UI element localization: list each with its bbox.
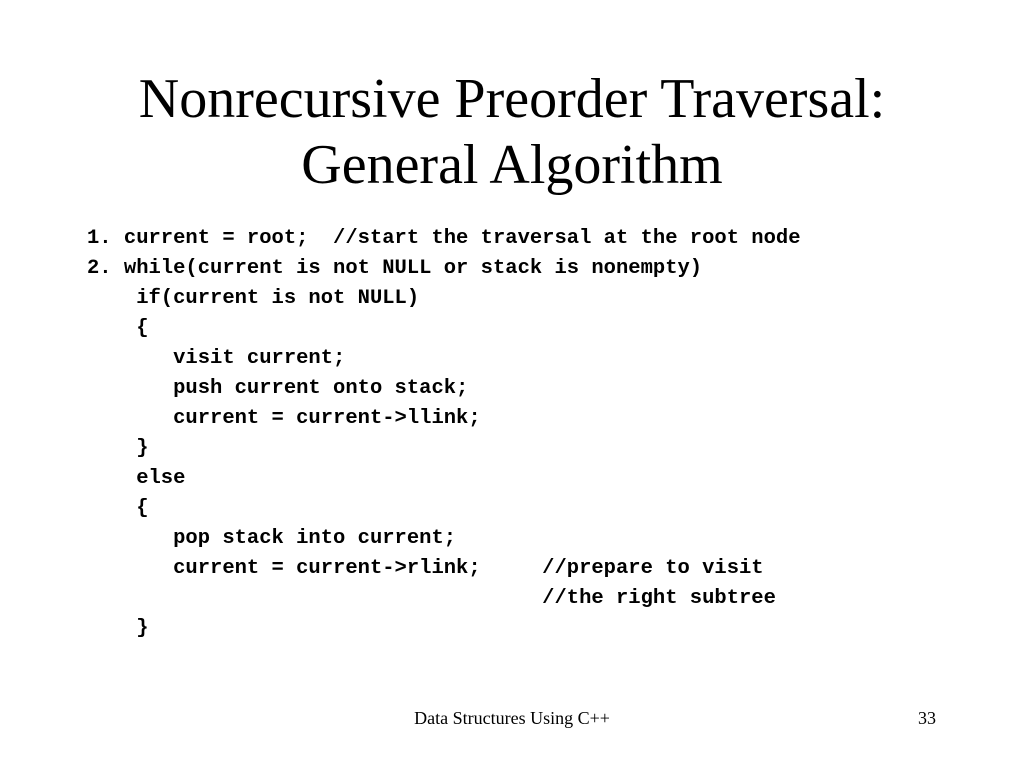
code-line: visit current; (87, 347, 346, 370)
code-line: pop stack into current; (87, 527, 457, 550)
code-line: else (87, 467, 186, 490)
code-line: //the right subtree (87, 587, 776, 610)
code-line: current = current->rlink; //prepare to visit (87, 557, 764, 580)
code-line: { (87, 317, 149, 340)
code-line: push current onto stack; (87, 377, 469, 400)
code-line: } (87, 437, 149, 460)
slide-title-line: General Algorithm (301, 134, 723, 196)
code-line: 2. while(current is not NULL or stack is nonempty) (87, 257, 703, 280)
slide-title (0, 66, 1024, 198)
code-line: 1. current = root; //start the traversal at the root node (87, 227, 801, 250)
algorithm-code-block (87, 224, 801, 644)
code-line: { (87, 497, 149, 520)
page-number: 33 (918, 708, 936, 728)
footer-text: Data Structures Using C++ (414, 708, 610, 728)
slide-title-line: Nonrecursive Preorder Traversal: (138, 68, 886, 130)
code-line: current = current->llink; (87, 407, 481, 430)
code-line: } (87, 617, 149, 640)
code-line: if(current is not NULL) (87, 287, 420, 310)
